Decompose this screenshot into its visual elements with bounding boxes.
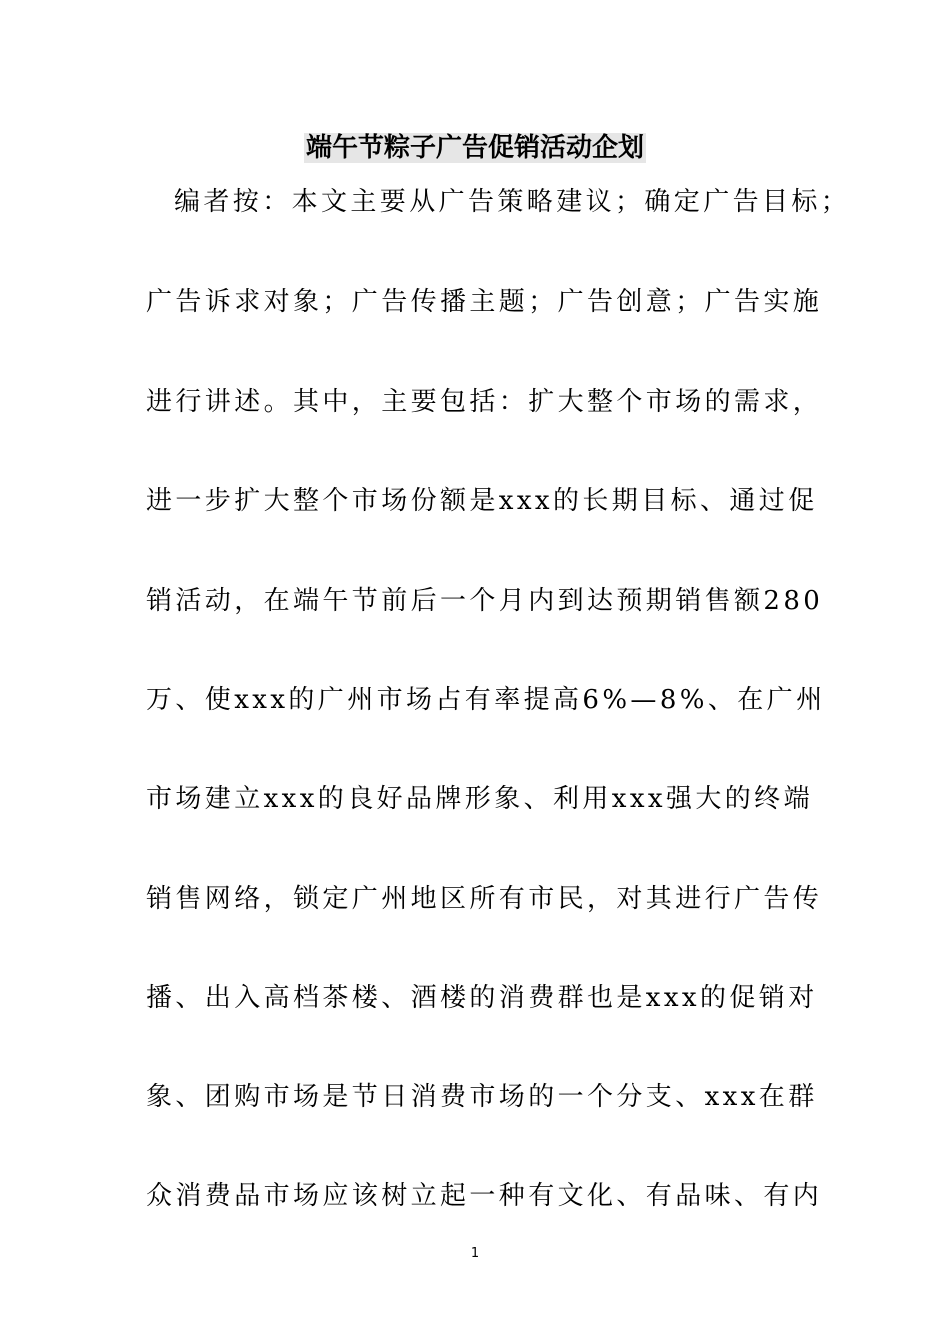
page-number: 1 [470,1246,480,1261]
body-line-11: 众消费品市场应该树立起一种有文化、有品味、有内 [146,1181,823,1211]
document-title [0,128,950,168]
body-line-2: 广告诉求对象；广告传播主题；广告创意；广告实施 [146,287,823,317]
body-line-9: 播、出入高档茶楼、酒楼的消费群也是xxx的促销对 [146,983,818,1013]
body-line-7: 市场建立xxx的良好品牌形象、利用xxx强大的终端 [146,784,813,814]
body-line-5: 销活动，在端午节前后一个月内到达预期销售额280 [146,586,824,616]
document-title-text: 端午节粽子广告促销活动企划 [305,133,644,163]
body-line-10: 象、团购市场是节日消费市场的一个分支、xxx在群 [146,1082,818,1112]
body-line-8: 销售网络，锁定广州地区所有市民，对其进行广告传 [146,884,823,914]
body-line-3: 进行讲述。其中，主要包括：扩大整个市场的需求， [146,387,823,417]
body-line-4: 进一步扩大整个市场份额是xxx的长期目标、通过促 [146,486,818,516]
body-line-6: 万、使xxx的广州市场占有率提高6%—8%、在广州 [146,685,826,715]
body-line-1: 编者按：本文主要从广告策略建议；确定广告目标； [174,187,851,217]
